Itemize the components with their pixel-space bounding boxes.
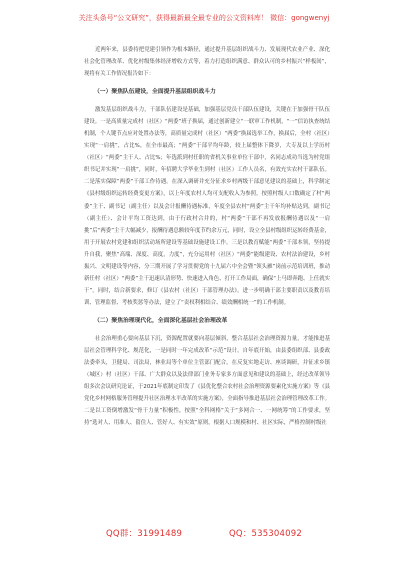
section-1-paragraph: 激发基层组织战斗力，干部队伍建设是基础，加强基层党员干部队伍建设，关键在于加强骨干队伍建设。一是高质量完成村（社区）“两委”班子换届，通过创新建立“一联审工作机制，“一”信访执查统结机制，个人键节点应对处置办法等，高质量完成村（社区）“两委”换届选举工作，换届后，全村（社区）实现“一肩挑”，占比%，在全市最高；“两委”干部平均年龄，较上届整体下降岁，大专及以上学历村（社区）“两委”主干人、占比%；年选派到村任职的省机关事业单位干部中，名同志成功当选为村党组织书记并实现“一肩挑”，同时，年招聘大学毕业生到村（社区）工作人员名，有效充实农村干部队伍。二是落实保障“两委”干部工作待遇。在深入调研并充分征求乡村两级干部意见建议的基础上，科学制定《县村级组织运转经费变更方案》，以上年度农村人均可支配收入为参照，按照村级人口数确定了村“两委”主干、副书记（副主任）以及会计报酬待遇标准，年度全县农村“两委”主干年均补贴达到，副书记（副主任）、会计平均工资达到，由于行政村合并的，村“两委”干部不再发放报酬待遇以及“一肩挑”后“两委”主干大幅减少，报酬待遇总额较年度节约余万元，同时，设立全县村级组织运转经费基金，用于开展农村党建和组织活动场所建设等基础设施建设工作。三是以教育赋能“两委”干部本领，坚持提升自我，聚焦“高端、深度、高度，力度”，充分运用村（社区）“两委”能级建设、农村法治建设，乡村振兴、文明建设等内容，分三期开展了学习贯彻党的十九届六中全会暨“领头雁”岗前示范培训班，推动新任村（社区）“两委”主干迅速认清形势、快速进入角色、打开工作局面，确保“上马即奔跑、上任就实干”。同时，结合新要求，修订《县农村（社区）干部管理办法》，进一步明确干部主要职责以及教育培训、管理监督、考核奖惩等办法，建立了“责权利相结合、绩效酬相统一”的工作机制。 — [84, 107, 330, 306]
qq-group-label: QQ群：31991489 — [106, 529, 183, 539]
intro-paragraph: 近两年来，县委持把党建引领作为根本路径，通过提升基层组织战斗力、发展现代农业产业、深化社会化管理改革、优化村级集体经济增收方式等，着力打造组织满意、群众认可的乡村振兴“样板间”，现将有关工作情况报告如下： — [84, 47, 330, 78]
promo-banner: 关注头条号“公文研究”，获得最新最全最专业的公文资料库！ 微信：gongwenyj — [78, 14, 330, 22]
section-2-paragraph: 社会治理重心要向基层下沉，资源配置就要向基层倾斜，整合基层社会治理资源力量，才能推进基层社会管理科学化、规范化，一是同时一年完成改革“示范”设计。自年底开始，由县委组织部、县委政法委牵头，卫健局、司法局，林业局等个单位主管部门配合，在反复实地走访、座谈调研，并征求乡镇（城区）村（社区）干部、广大群众以及法律部门业务专家多方面意见和建议的基础上，经过改革领导组多次会议研究论证，于2021年底制定印发了《县优化整合农村社会治理资源要素化实施方案》等《县党化乡村网格服务管理提升社区治理水平改革的实施方案》，全面指导推进基层社会治理管理改革工作。二是以工资倒增激发“骨干力量”积极性，按照“全科网格”关于“多网合一、一网统筹”的工作要求，坚持“选对人、用准人、留住人、管好人、有实效”原则，根据人口规模和村、社区实际，严格控制村级社 — [84, 335, 330, 427]
contact-footer — [0, 527, 408, 539]
qq-contact-label: QQ：535304092 — [229, 529, 302, 539]
section-heading-2: （二）聚焦治理现代化，全面深化基层社会治理改革 — [94, 317, 228, 324]
section-heading-1: （一）聚焦队伍建设，全面提升基层组织战斗力 — [94, 89, 216, 96]
document-body — [84, 44, 330, 429]
